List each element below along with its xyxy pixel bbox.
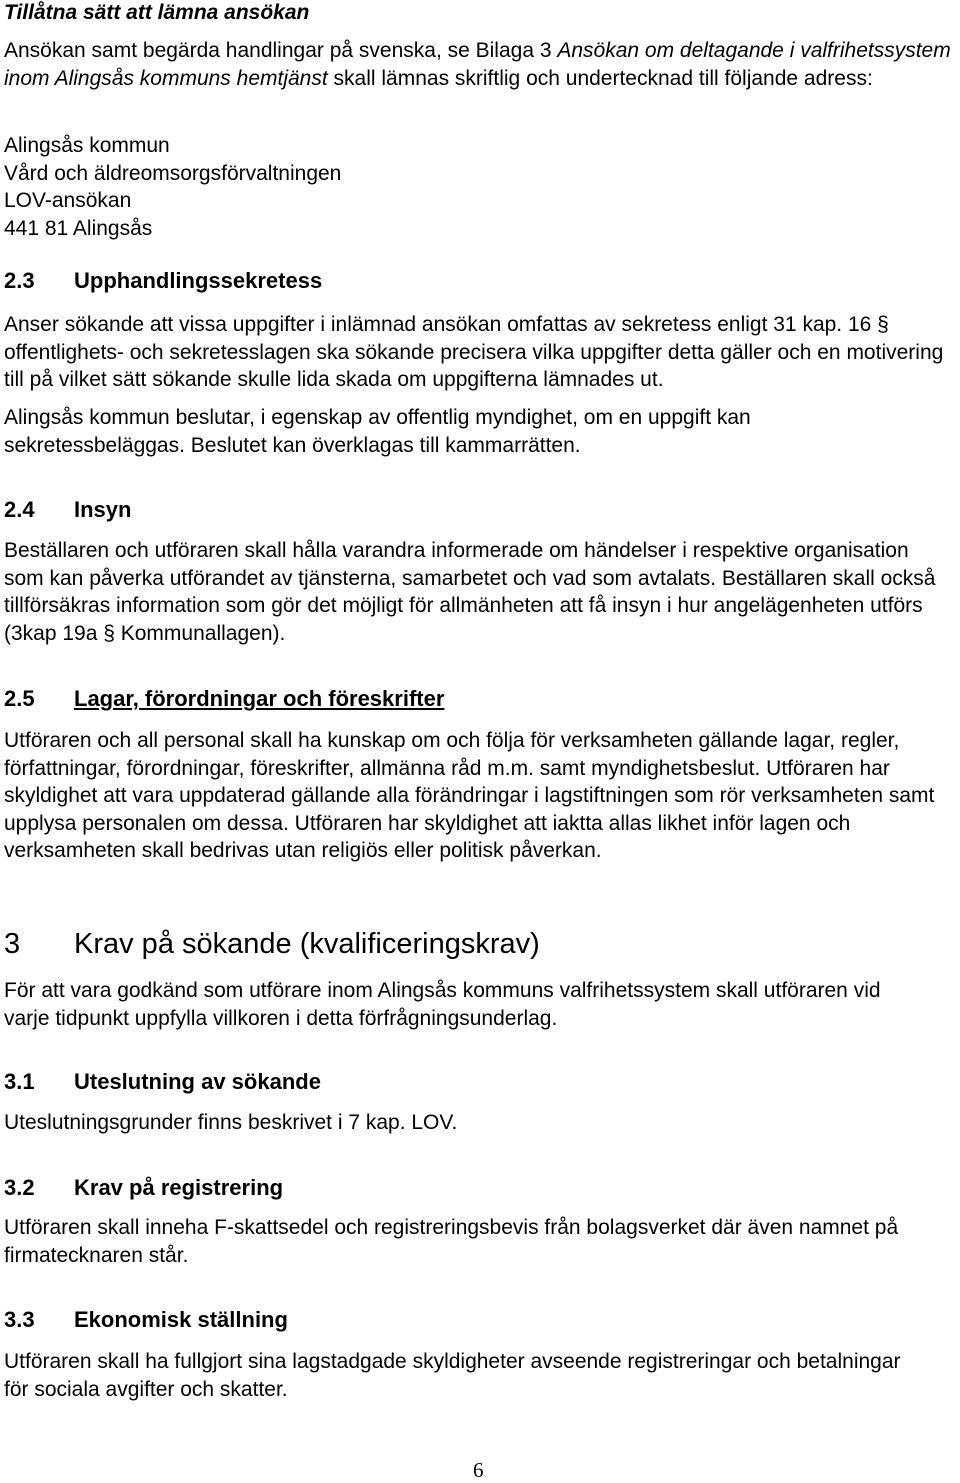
paragraph-3-3 (4, 1348, 924, 1403)
page-number: 6 (473, 1458, 484, 1482)
intro-text-pre: Ansökan samt begärda handlingar på svenska, se Bilaga 3 (4, 39, 558, 62)
paragraph-2-3-b (4, 404, 874, 459)
paragraph-text: Utföraren skall inneha F-skattsedel och registreringsbevis från bolagsverket där även namnet på firmatecknaren står. (4, 1216, 899, 1267)
address-line: 441 81 Alingsås (4, 216, 153, 240)
heading-3-3 (4, 1307, 288, 1333)
paragraph-text: Beställaren och utföraren skall hålla varandra informerade om händelser i respektive organisation som kan påverka utförandet av tjänsterna, samarbetet och vad som avtalats. Beställaren skall också tillförsäkras information som gör det möjligt för allmänheten att få insyn i hur angelägenheten utförs (3kap 19a § Kommunallagen). (4, 539, 936, 645)
paragraph-2-3-a (4, 311, 954, 394)
paragraph-2-4 (4, 537, 954, 647)
intro-text-italic: Ansökan om deltagande i valfrihetssystem inom Alingsås kommuns hemtjänst (4, 39, 951, 90)
section-title-applications: Tillåtna sätt att lämna ansökan (4, 1, 310, 24)
paragraph-3 (4, 977, 904, 1032)
heading-number: 3.3 (4, 1307, 35, 1332)
paragraph-text: Utföraren skall ha fullgjort sina lagstadgade skyldigheter avseende registreringar och betalningar för sociala avgifter och skatter. (4, 1350, 901, 1401)
paragraph-3-2 (4, 1214, 924, 1269)
heading-text: Uteslutning av sökande (74, 1069, 321, 1094)
paragraph-text: Uteslutningsgrunder finns beskrivet i 7 kap. LOV. (4, 1111, 458, 1134)
heading-text: Insyn (74, 497, 132, 522)
address-line: Vård och äldreomsorgsförvaltningen (4, 161, 342, 185)
address-line: Alingsås kommun (4, 134, 170, 157)
heading-2-4 (4, 497, 131, 523)
paragraph-text: För att vara godkänd som utförare inom Alingsås kommuns valfrihetssystem skall utföraren vid varje tidpunkt uppfylla villkoren i detta förfrågningsunderlag. (4, 979, 881, 1030)
heading-text: Upphandlingssekretess (74, 268, 323, 293)
heading-number: 3.2 (4, 1175, 35, 1200)
address-block (4, 132, 341, 242)
heading-number: 2.4 (4, 497, 35, 522)
heading-3-1 (4, 1069, 321, 1095)
heading-text: Lagar, förordningar och föreskrifter (74, 686, 445, 711)
heading-text: Krav på sökande (kvalificeringskrav) (74, 928, 540, 960)
paragraph-3-1 (4, 1109, 954, 1137)
intro-paragraph (4, 37, 954, 92)
paragraph-text: Anser sökande att vissa uppgifter i inlämnad ansökan omfattas av sekretess enligt 31 kap. 16 § offentlighets- och sekretesslagen ska sökande precisera vilka uppgifter detta gäller och en motivering till på vilket sätt sökande skulle lida skada om uppgifterna lämnades ut. (4, 313, 944, 392)
heading-text: Krav på registrering (74, 1175, 284, 1200)
heading-number: 2.3 (4, 268, 35, 293)
heading-2-3 (4, 268, 322, 294)
heading-number: 3.1 (4, 1069, 35, 1094)
intro-text-post: skall lämnas skriftlig och undertecknad till följande adress: (327, 66, 873, 90)
heading-text: Ekonomisk ställning (74, 1307, 288, 1332)
paragraph-2-5 (4, 727, 959, 865)
heading-number: 3 (4, 928, 21, 960)
heading-number: 2.5 (4, 686, 35, 711)
heading-3 (4, 928, 540, 961)
address-line: LOV-ansökan (4, 189, 132, 213)
paragraph-text: Alingsås kommun beslutar, i egenskap av offentlig myndighet, om en uppgift kan sekretessbeläggas. Beslutet kan överklagas till kammarrätten. (4, 406, 751, 457)
heading-2-5 (4, 686, 444, 712)
heading-3-2 (4, 1175, 283, 1201)
paragraph-text: Utföraren och all personal skall ha kunskap om och följa för verksamheten gällande lagar, regler, författningar, förordningar, föreskrifter, allmänna råd m.m. samt myndighetsbeslut. Utföraren har skyldighet att vara uppdaterad gällande alla förändringar i lagstiftningen som rör verksamheten samt upplysa personalen om dessa. Utföraren har skyldighet att iaktta allas likhet inför lagen och verksamheten skall bedrivas utan religiös eller politisk påverkan. (4, 729, 935, 863)
